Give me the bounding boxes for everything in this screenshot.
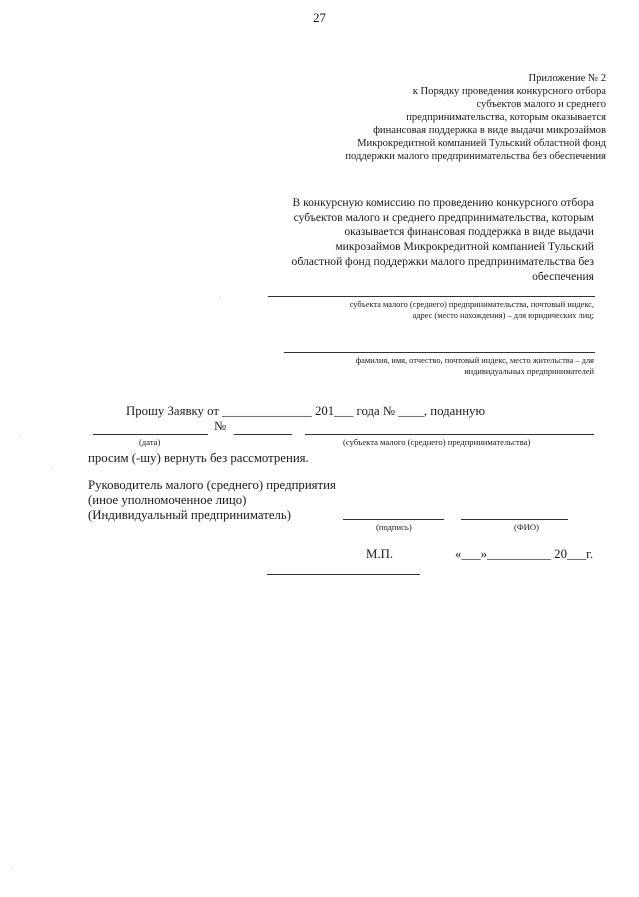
- stamp-place: М.П.: [366, 547, 394, 561]
- appendix-line: субъектов малого и среднего: [476, 99, 606, 110]
- date-placeholder: «___»__________ 20___г.: [455, 547, 594, 561]
- signature-caption: (подпись): [376, 522, 412, 532]
- caption-line: фамилия, имя, отчество, почтовый индекс, место жительства – для: [355, 356, 594, 365]
- addressee-line: субъектов малого и среднего предпринимательства, которым: [293, 210, 594, 224]
- scan-speck: [219, 297, 220, 298]
- bottom-line: [267, 574, 420, 575]
- appendix-header: [345, 72, 606, 163]
- appendix-line: предпринимательства, которым оказывается: [406, 112, 606, 123]
- signature-field-line[interactable]: [343, 519, 444, 520]
- date-caption: (дата): [139, 437, 161, 447]
- signatory-line: Руководитель малого (среднего) предприятия: [88, 478, 336, 492]
- subject-field-line[interactable]: [305, 434, 594, 435]
- legal-entity-field-line[interactable]: [268, 296, 595, 297]
- individual-caption: [356, 355, 594, 377]
- signatory-line: (Индивидуальный предприниматель): [88, 508, 292, 522]
- scan-speck: [52, 468, 53, 469]
- scan-speck: [12, 868, 13, 869]
- full-name-field-line[interactable]: [461, 519, 568, 520]
- appendix-line: к Порядку проведения конкурсного отбора: [412, 86, 606, 97]
- addressee-block: [292, 196, 594, 284]
- page-number: 27: [313, 10, 326, 25]
- appendix-line: Приложение № 2: [528, 73, 606, 84]
- caption-line: индивидуальных предпринимателей: [464, 367, 594, 376]
- number-field-line[interactable]: [234, 434, 292, 435]
- addressee-line: оказывается финансовая поддержка в виде выдачи: [344, 225, 594, 239]
- scan-speck: [20, 436, 21, 437]
- caption-line: субъекта малого (среднего) предпринимательства, почтовый индекс,: [349, 300, 594, 309]
- signatory-line: (иное уполномоченное лицо): [88, 493, 247, 507]
- appendix-line: Микрокредитной компанией Тульский областной фонд: [357, 138, 606, 149]
- addressee-line: обеспечения: [532, 269, 594, 283]
- appendix-line: финансовая поддержка в виде выдачи микрозаймов: [373, 125, 606, 136]
- caption-line: адрес (место нахождения) – для юридических лиц;: [412, 311, 594, 320]
- addressee-line: областной фонд поддержки малого предпринимательства без: [291, 254, 594, 268]
- date-field-line[interactable]: [93, 434, 208, 435]
- individual-field-line[interactable]: [284, 352, 595, 353]
- appendix-line: поддержки малого предпринимательства без обеспечения: [345, 151, 606, 162]
- request-line: Прошу Заявку от ______________ 201___ года № ____, поданную: [126, 404, 486, 418]
- legal-entity-caption: [350, 299, 594, 321]
- addressee-line: микрозаймов Микрокредитной компанией Тульский: [335, 240, 594, 254]
- addressee-line: В конкурсную комиссию по проведению конкурсного отбора: [292, 196, 594, 209]
- subject-caption: (субъекта малого (среднего) предпринимательства): [343, 437, 531, 447]
- full-name-caption: (ФИО): [514, 522, 539, 532]
- return-request-line: просим (-шу) вернуть без рассмотрения.: [88, 451, 309, 465]
- number-sign: №: [214, 419, 227, 433]
